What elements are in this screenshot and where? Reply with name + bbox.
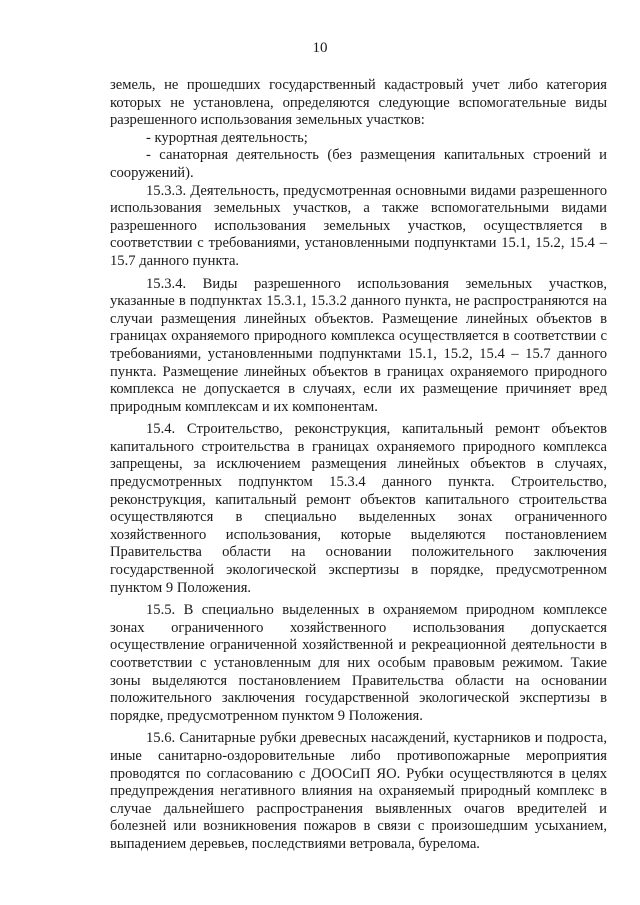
paragraph-15-5: 15.5. В специально выделенных в охраняемом природном комплексе зонах ограниченного хозяйственного использования допускается осуществление ограниченной хозяйственной и рекреационной деятельности в соответствии с установленным для них особым правовым режимом. Такие зоны выделяются постановлением Правительства области на основании положительного заключения государственной экологической экспертизы в порядке, предусмотренном пунктом 9 Положения. — [110, 602, 607, 724]
document-body — [110, 77, 607, 854]
page-number: 10 — [312, 40, 328, 56]
paragraph-15-3-3: 15.3.3. Деятельность, предусмотренная основными видами разрешенного использования земельных участков, а также вспомогательными видами разрешенного использования земельных участков, осуществляется в соответствии с требованиями, установленными подпунктами 15.1, 15.2, 15.4 – 15.7 данного пункта. — [110, 182, 607, 269]
paragraph-15-4: 15.4. Строительство, реконструкция, капитальный ремонт объектов капитального строительства в границах охраняемого природного комплекса запрещены, за исключением размещения линейных объектов в случаях, предусмотренных подпунктом 15.3.4 данного пункта. Строительство, реконструкция, капитальный ремонт объектов капитального строительства осуществляются в специально выделенных зонах ограниченного хозяйственного использования, которые выделяются постановлением Правительства области на основании положительного заключения государственной экологической экспертизы в порядке, предусмотренном пунктом 9 Положения. — [110, 421, 607, 596]
list-item-resort-activity: - курортная деятельность; — [146, 129, 308, 146]
paragraph-15-6: 15.6. Санитарные рубки древесных насаждений, кустарников и подроста, иные санитарно-оздоровительные либо противопожарные мероприятия проводятся по согласованию с ДООСиП ЯО. Рубки осуществляются в целях предупреждения негативного влияния на охраняемый природный комплекс в случае дальнейшего распространения выявленных очагов вредителей и болезней или возникновения пожаров в связи с произошедшим усыханием, выпадением деревьев, последствиями ветровала, бурелома. — [110, 730, 607, 852]
paragraph-land-categories: земель, не прошедших государственный кадастровый учет либо категория которых не установлена, определяются следующие вспомогательные виды разрешенного использования земельных участков: — [110, 77, 607, 129]
list-item-sanatorium-activity: - санаторная деятельность (без размещения капитальных строений и сооружений). — [110, 147, 607, 181]
paragraph-15-3-4: 15.3.4. Виды разрешенного использования земельных участков, указанные в подпунктах 15.3.1, 15.3.2 данного пункта, не распространяются на случаи размещения линейных объектов. Размещение линейных объектов в границах охраняемого природного комплекса осуществляется в соответствии с требованиями, установленными подпунктами 15.1, 15.2, 15.4 – 15.7 данного пункта. Размещение линейных объектов в границах охраняемого природного комплекса не допускается в случаях, если их размещение причиняет вред природным комплексам и их компонентам. — [110, 275, 607, 415]
